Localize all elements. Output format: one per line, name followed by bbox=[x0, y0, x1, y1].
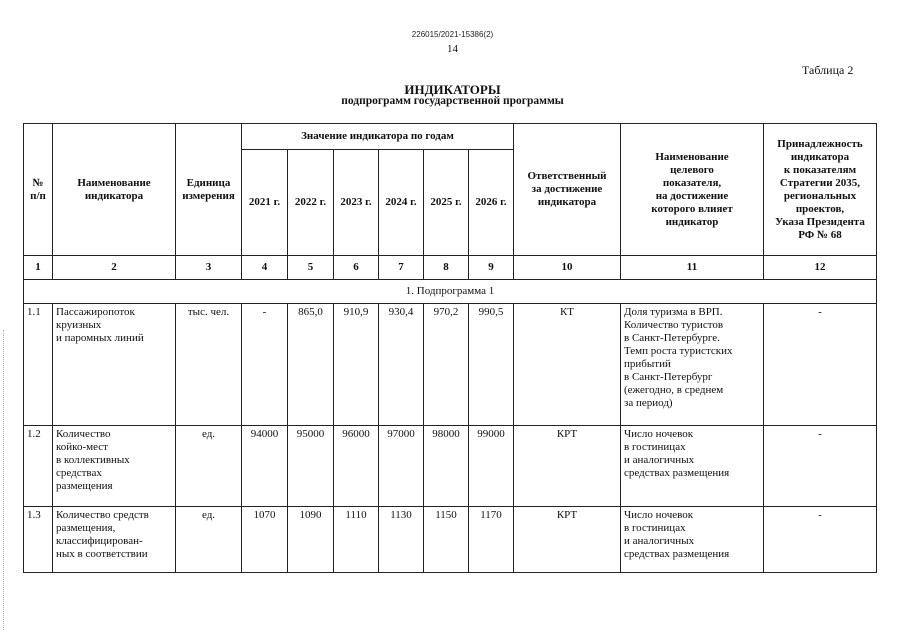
year-value: 1110 bbox=[334, 507, 379, 573]
header-belonging: Принадлежность индикатора к показателям Стратегии 2035, региональных проектов, Указа Президента РФ № 68 bbox=[764, 124, 877, 256]
column-number: 9 bbox=[469, 256, 514, 280]
responsible-value: КРТ bbox=[514, 426, 621, 507]
column-number: 5 bbox=[288, 256, 334, 280]
year-value: 1090 bbox=[288, 507, 334, 573]
header-year: 2021 г. bbox=[242, 150, 288, 256]
year-value: 97000 bbox=[379, 426, 424, 507]
column-number: 3 bbox=[176, 256, 242, 280]
year-value: 1150 bbox=[424, 507, 469, 573]
year-value: 1070 bbox=[242, 507, 288, 573]
header-target-indicator: Наименование целевого показателя, на достижение которого влияет индикатор bbox=[621, 124, 764, 256]
target-indicator-value: Доля туризма в ВРП. Количество туристов в Санкт-Петербурге. Темп роста туристских прибытий в Санкт-Петербург (ежегодно, в среднем за период) bbox=[621, 304, 764, 426]
table-row bbox=[24, 507, 877, 573]
belonging-value: - bbox=[764, 507, 877, 573]
year-value: - bbox=[242, 304, 288, 426]
unit-value: ед. bbox=[176, 426, 242, 507]
header-indicator-name: Наименование индикатора bbox=[53, 124, 176, 256]
indicators-table bbox=[23, 123, 877, 573]
column-number: 11 bbox=[621, 256, 764, 280]
target-indicator-value: Число ночевок в гостиницах и аналогичных средствах размещения bbox=[621, 426, 764, 507]
header-year: 2023 г. bbox=[334, 150, 379, 256]
header-values-by-year: Значение индикатора по годам bbox=[242, 124, 514, 150]
scan-edge-mark bbox=[3, 330, 5, 630]
document-title: ИНДИКАТОРЫ bbox=[404, 82, 501, 97]
row-number: 1.2 bbox=[24, 426, 53, 507]
header-year: 2025 г. bbox=[424, 150, 469, 256]
page-number: 14 bbox=[447, 43, 458, 55]
header-unit: Единица измерения bbox=[176, 124, 242, 256]
year-value: 95000 bbox=[288, 426, 334, 507]
indicator-name: Количество средств размещения, классифицирован- ных в соответствии bbox=[53, 507, 176, 573]
section-row bbox=[24, 280, 877, 304]
section-title: 1. Подпрограмма 1 bbox=[24, 280, 877, 304]
unit-value: ед. bbox=[176, 507, 242, 573]
header-year: 2024 г. bbox=[379, 150, 424, 256]
column-number: 1 bbox=[24, 256, 53, 280]
table-label: Таблица 2 bbox=[802, 63, 854, 77]
year-value: 99000 bbox=[469, 426, 514, 507]
table-row bbox=[24, 304, 877, 426]
year-value: 94000 bbox=[242, 426, 288, 507]
year-value: 98000 bbox=[424, 426, 469, 507]
header-year: 2026 г. bbox=[469, 150, 514, 256]
responsible-value: КТ bbox=[514, 304, 621, 426]
column-number: 7 bbox=[379, 256, 424, 280]
target-indicator-value: Число ночевок в гостиницах и аналогичных средствах размещения bbox=[621, 507, 764, 573]
column-number: 8 bbox=[424, 256, 469, 280]
row-number: 1.3 bbox=[24, 507, 53, 573]
year-value: 970,2 bbox=[424, 304, 469, 426]
year-value: 910,9 bbox=[334, 304, 379, 426]
indicator-name: Количество койко-мест в коллективных средствах размещения bbox=[53, 426, 176, 507]
header-no: № п/п bbox=[24, 124, 53, 256]
column-number-row bbox=[24, 256, 877, 280]
unit-value: тыс. чел. bbox=[176, 304, 242, 426]
column-number: 2 bbox=[53, 256, 176, 280]
header-row bbox=[24, 124, 877, 150]
year-value: 1130 bbox=[379, 507, 424, 573]
document-id: 226015/2021-15386(2) bbox=[411, 30, 494, 39]
belonging-value: - bbox=[764, 426, 877, 507]
year-value: 930,4 bbox=[379, 304, 424, 426]
table-row bbox=[24, 426, 877, 507]
row-number: 1.1 bbox=[24, 304, 53, 426]
header-responsible: Ответственный за достижение индикатора bbox=[514, 124, 621, 256]
column-number: 12 bbox=[764, 256, 877, 280]
column-number: 10 bbox=[514, 256, 621, 280]
document-subtitle: подпрограмм государственной программы bbox=[341, 95, 564, 107]
indicator-name: Пассажиропоток круизных и паромных линий bbox=[53, 304, 176, 426]
column-number: 6 bbox=[334, 256, 379, 280]
belonging-value: - bbox=[764, 304, 877, 426]
year-value: 865,0 bbox=[288, 304, 334, 426]
year-value: 990,5 bbox=[469, 304, 514, 426]
year-value: 1170 bbox=[469, 507, 514, 573]
year-value: 96000 bbox=[334, 426, 379, 507]
header-year: 2022 г. bbox=[288, 150, 334, 256]
column-number: 4 bbox=[242, 256, 288, 280]
responsible-value: КРТ bbox=[514, 507, 621, 573]
